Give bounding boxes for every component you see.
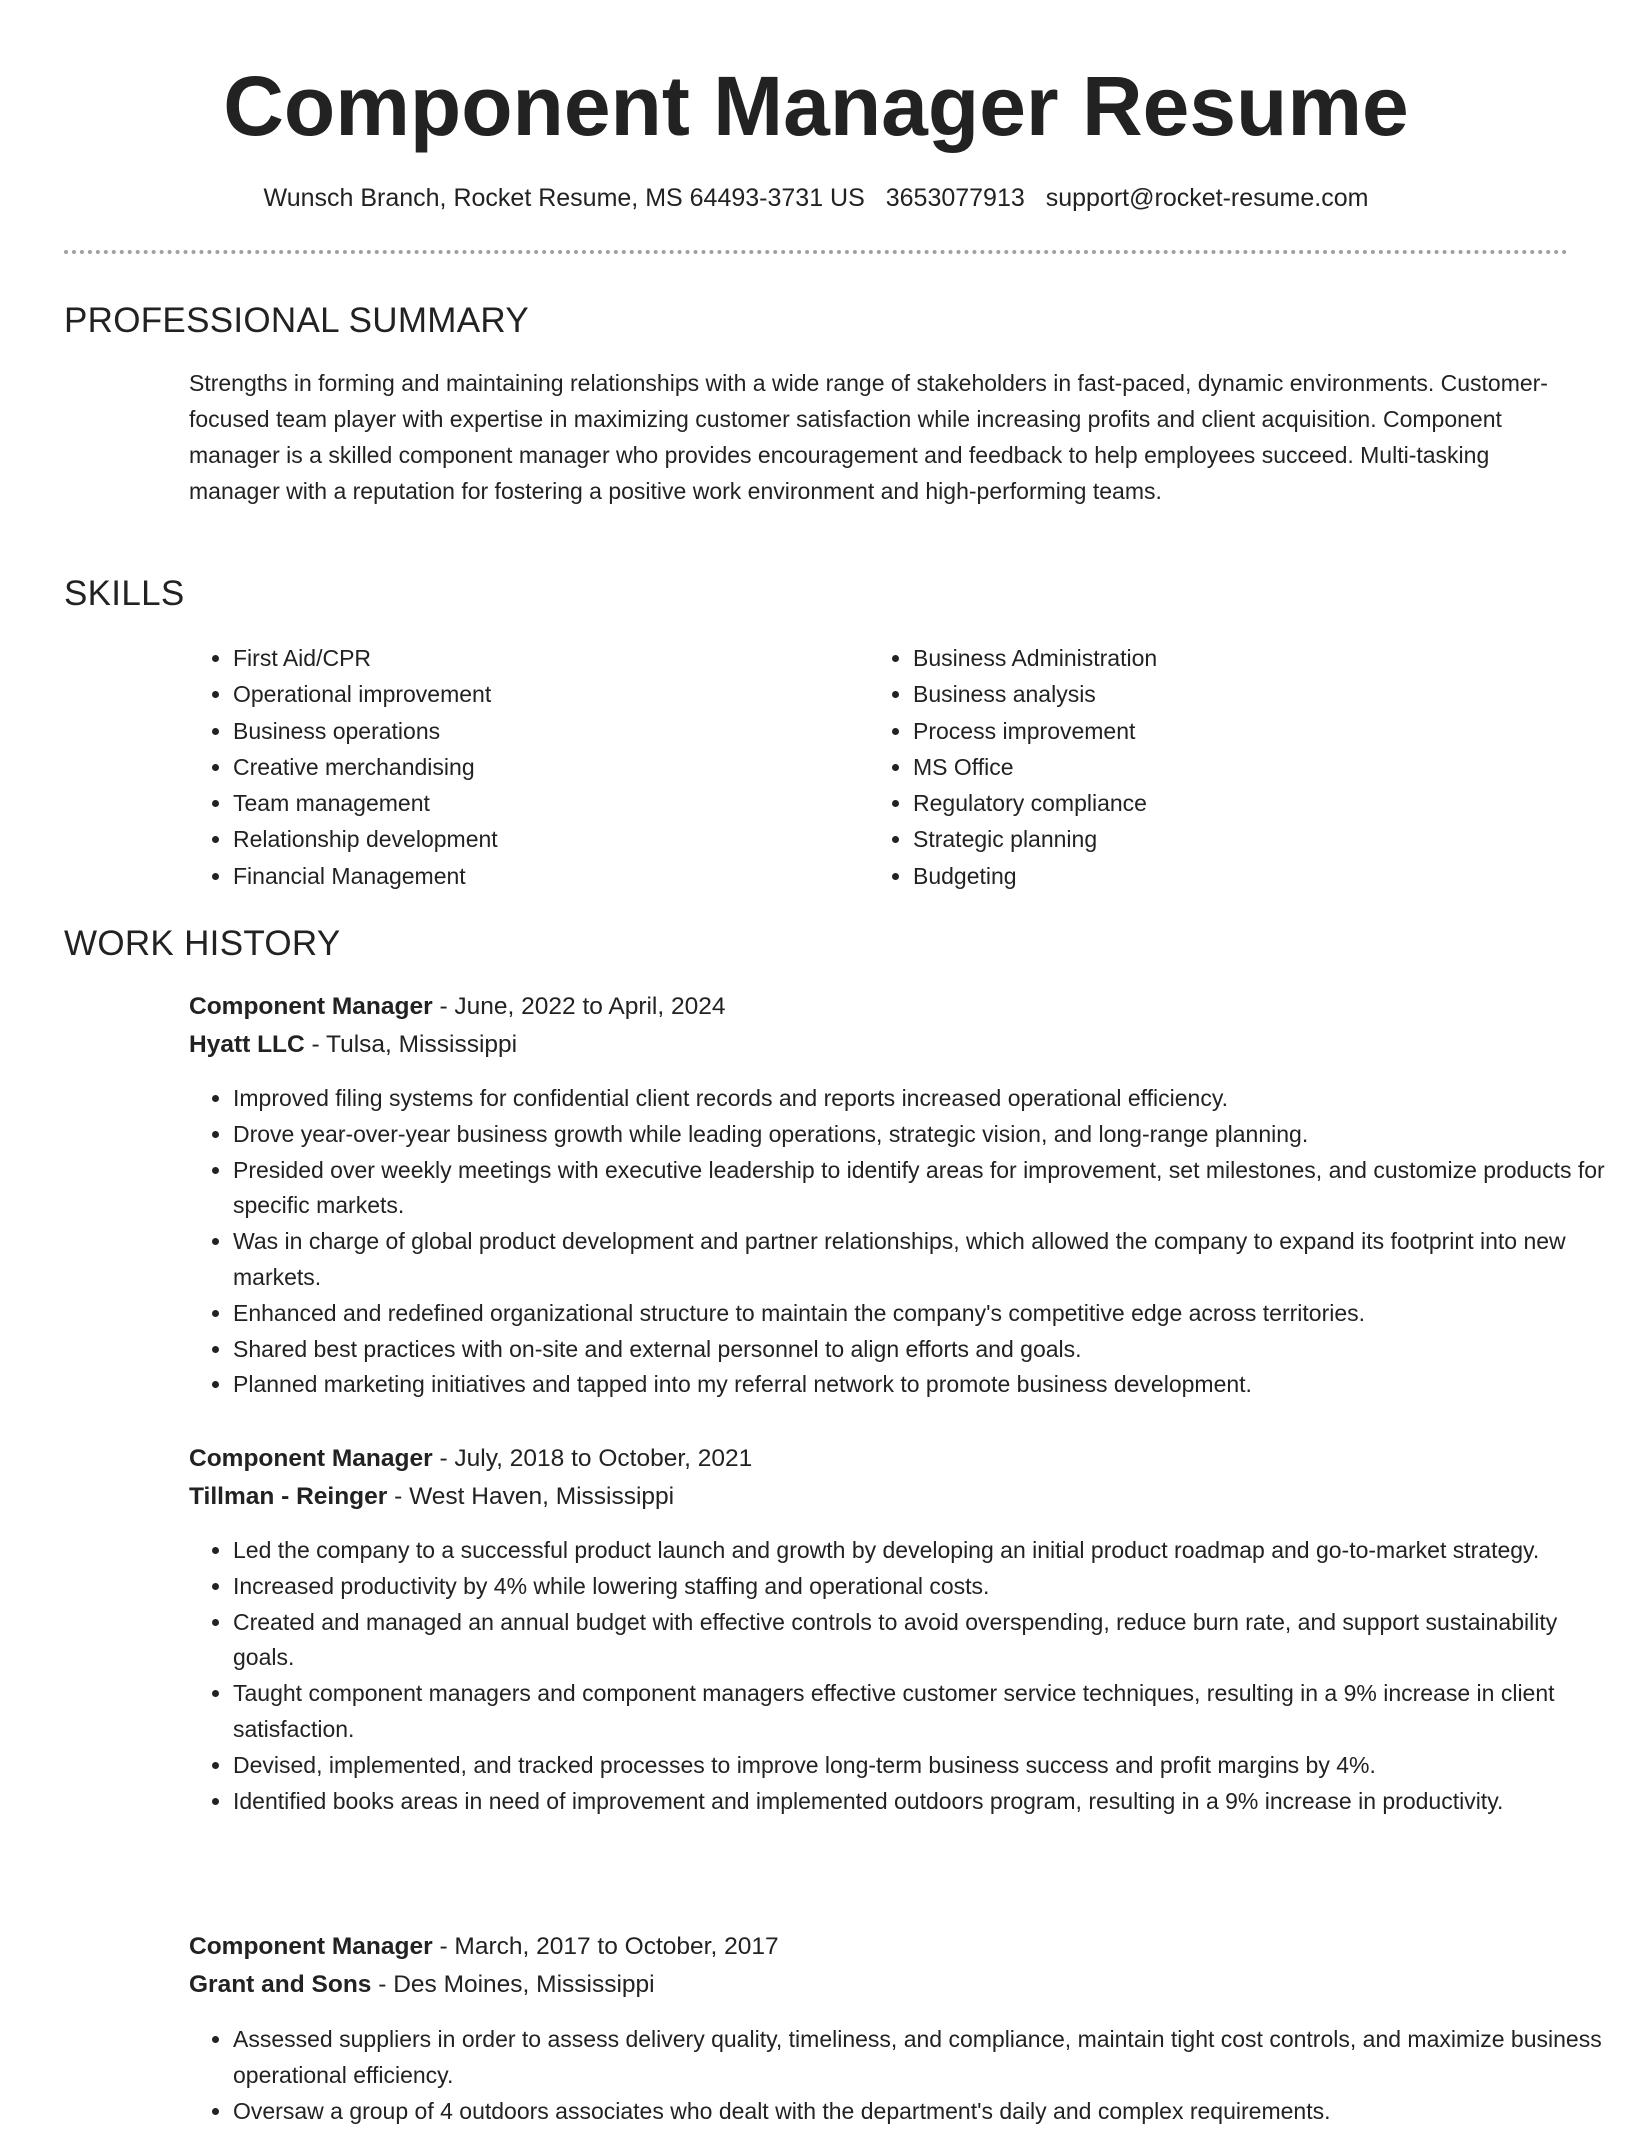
job-company-line	[189, 1966, 655, 2004]
job-bullets	[189, 2022, 1608, 2129]
skill-item: • Business operations	[233, 713, 498, 749]
skill-item: • First Aid/CPR	[233, 640, 498, 676]
contact-address: Wunsch Branch, Rocket Resume, MS 64493-3731 US	[263, 184, 865, 212]
job-bullet: • Improved filing systems for confidential client records and reports increased operational efficiency.	[233, 1081, 1608, 1117]
job-role: Component Manager	[189, 1445, 433, 1472]
job-bullet: • Presided over weekly meetings with executive leadership to identify areas for improvement, set milestones, and customize products for specific markets.	[233, 1153, 1608, 1225]
job-company-line	[189, 1026, 517, 1064]
job-bullet: • Planned marketing initiatives and tapped into my referral network to promote business development.	[233, 1367, 1608, 1403]
job-company: Hyatt LLC	[189, 1031, 305, 1058]
job-company: Grant and Sons	[189, 1971, 372, 1998]
job-role-line	[189, 1928, 779, 1966]
skill-item: • Relationship development	[233, 821, 498, 857]
job-bullet: • Enhanced and redefined organizational structure to maintain the company's competitive edge across territories.	[233, 1296, 1608, 1332]
contact-email: support@rocket-resume.com	[1045, 184, 1369, 212]
contact-line	[0, 180, 1632, 216]
skill-item: • Business analysis	[913, 676, 1157, 712]
summary-heading: PROFESSIONAL SUMMARY	[64, 301, 529, 340]
skill-item: • Strategic planning	[913, 821, 1157, 857]
skill-item: • Financial Management	[233, 858, 498, 894]
job-bullets	[189, 1081, 1608, 1403]
job-bullet: • Created and managed an annual budget with effective controls to avoid overspending, reduce burn rate, and support sustainability goals.	[233, 1605, 1608, 1677]
header-divider	[64, 250, 1568, 254]
job-role: Component Manager	[189, 1933, 433, 1960]
job-bullet: • Shared best practices with on-site and external personnel to align efforts and goals.	[233, 1332, 1608, 1368]
skill-item: • Operational improvement	[233, 676, 498, 712]
job-bullet: • Increased productivity by 4% while lowering staffing and operational costs.	[233, 1569, 1608, 1605]
resume-title: Component Manager Resume	[223, 59, 1409, 153]
job-dates: - June, 2022 to April, 2024	[432, 993, 726, 1020]
job-bullet: • Led the company to a successful product launch and growth by developing an initial product roadmap and go-to-market strategy.	[233, 1533, 1608, 1569]
contact-phone: 3653077913	[885, 184, 1025, 212]
job-location: - West Haven, Mississippi	[387, 1483, 675, 1510]
skills-list-right	[869, 640, 1157, 894]
job-role: Component Manager	[189, 993, 433, 1020]
job-role-line	[189, 1440, 752, 1478]
job-location: - Des Moines, Mississippi	[371, 1971, 655, 1998]
skill-item: • Budgeting	[913, 858, 1157, 894]
job-bullets	[189, 1533, 1608, 1819]
skill-item: • Process improvement	[913, 713, 1157, 749]
job-bullet: • Assessed suppliers in order to assess delivery quality, timeliness, and compliance, maintain tight cost controls, and maximize business operational efficiency.	[233, 2022, 1608, 2094]
job-role-line	[189, 988, 726, 1026]
job-location: - Tulsa, Mississippi	[304, 1031, 518, 1058]
skill-item: • Creative merchandising	[233, 749, 498, 785]
skill-item: • Business Administration	[913, 640, 1157, 676]
job-bullet: • Identified books areas in need of improvement and implemented outdoors program, resulting in a 9% increase in productivity.	[233, 1784, 1608, 1820]
skill-item: • MS Office	[913, 749, 1157, 785]
job-company: Tillman - Reinger	[189, 1483, 388, 1510]
work-history-heading: WORK HISTORY	[64, 924, 341, 963]
skill-item: • Regulatory compliance	[913, 785, 1157, 821]
skill-item: • Team management	[233, 785, 498, 821]
job-bullet: • Was in charge of global product development and partner relationships, which allowed the company to expand its footprint into new markets.	[233, 1224, 1608, 1296]
summary-text: Strengths in forming and maintaining relationships with a wide range of stakeholders in fast-paced, dynamic environments. Customer-focused team player with expertise in maximizing customer satisfaction while increasing profits and client acquisition. Component manager is a skilled component manager who provides encouragement and feedback to help employees succeed. Multi-tasking manager with a reputation for fostering a positive work environment and high-performing teams.	[189, 370, 1548, 504]
skills-heading: SKILLS	[64, 574, 185, 613]
job-dates: - March, 2017 to October, 2017	[432, 1933, 779, 1960]
skills-list-left	[189, 640, 498, 894]
job-bullet: • Taught component managers and component managers effective customer service techniques, resulting in a 9% increase in client satisfaction.	[233, 1676, 1608, 1748]
job-bullet: • Devised, implemented, and tracked processes to improve long-term business success and profit margins by 4%.	[233, 1748, 1608, 1784]
job-dates: - July, 2018 to October, 2021	[432, 1445, 753, 1472]
job-company-line	[189, 1478, 674, 1516]
job-bullet: • Drove year-over-year business growth while leading operations, strategic vision, and long-range planning.	[233, 1117, 1608, 1153]
job-bullet: • Oversaw a group of 4 outdoors associates who dealt with the department's daily and complex requirements.	[233, 2094, 1608, 2129]
